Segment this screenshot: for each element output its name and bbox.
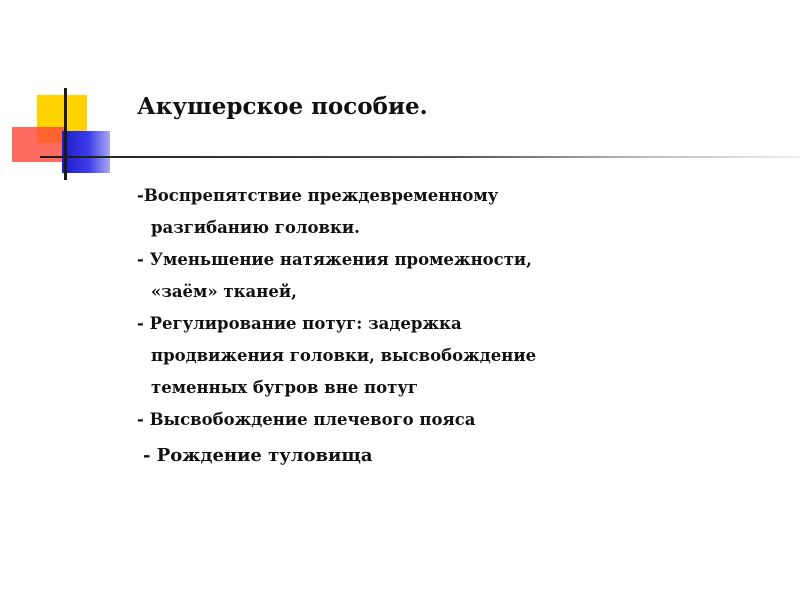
list-item-line: теменных бугров вне потуг [151,378,419,397]
decor-blue-square [62,131,110,173]
list-item-line: - Рождение туловища [143,445,373,466]
list-item-line: - Высвобождение плечевого пояса [137,410,476,429]
list-item-line: - Уменьшение натяжения промежности, [137,250,532,269]
list-item-line: -Воспрепятствие преждевременному [137,186,499,205]
list-item-line: «заём» тканей, [151,282,297,301]
title-underline [40,156,800,158]
decor-vertical-line [64,88,67,180]
slide-title: Акушерское пособие. [137,93,428,120]
bullet-list [137,180,777,472]
list-item-line: разгибанию головки. [151,218,360,237]
list-item-line: - Регулирование потуг: задержка [137,314,462,333]
list-item-line: продвижения головки, высвобождение [151,346,537,365]
